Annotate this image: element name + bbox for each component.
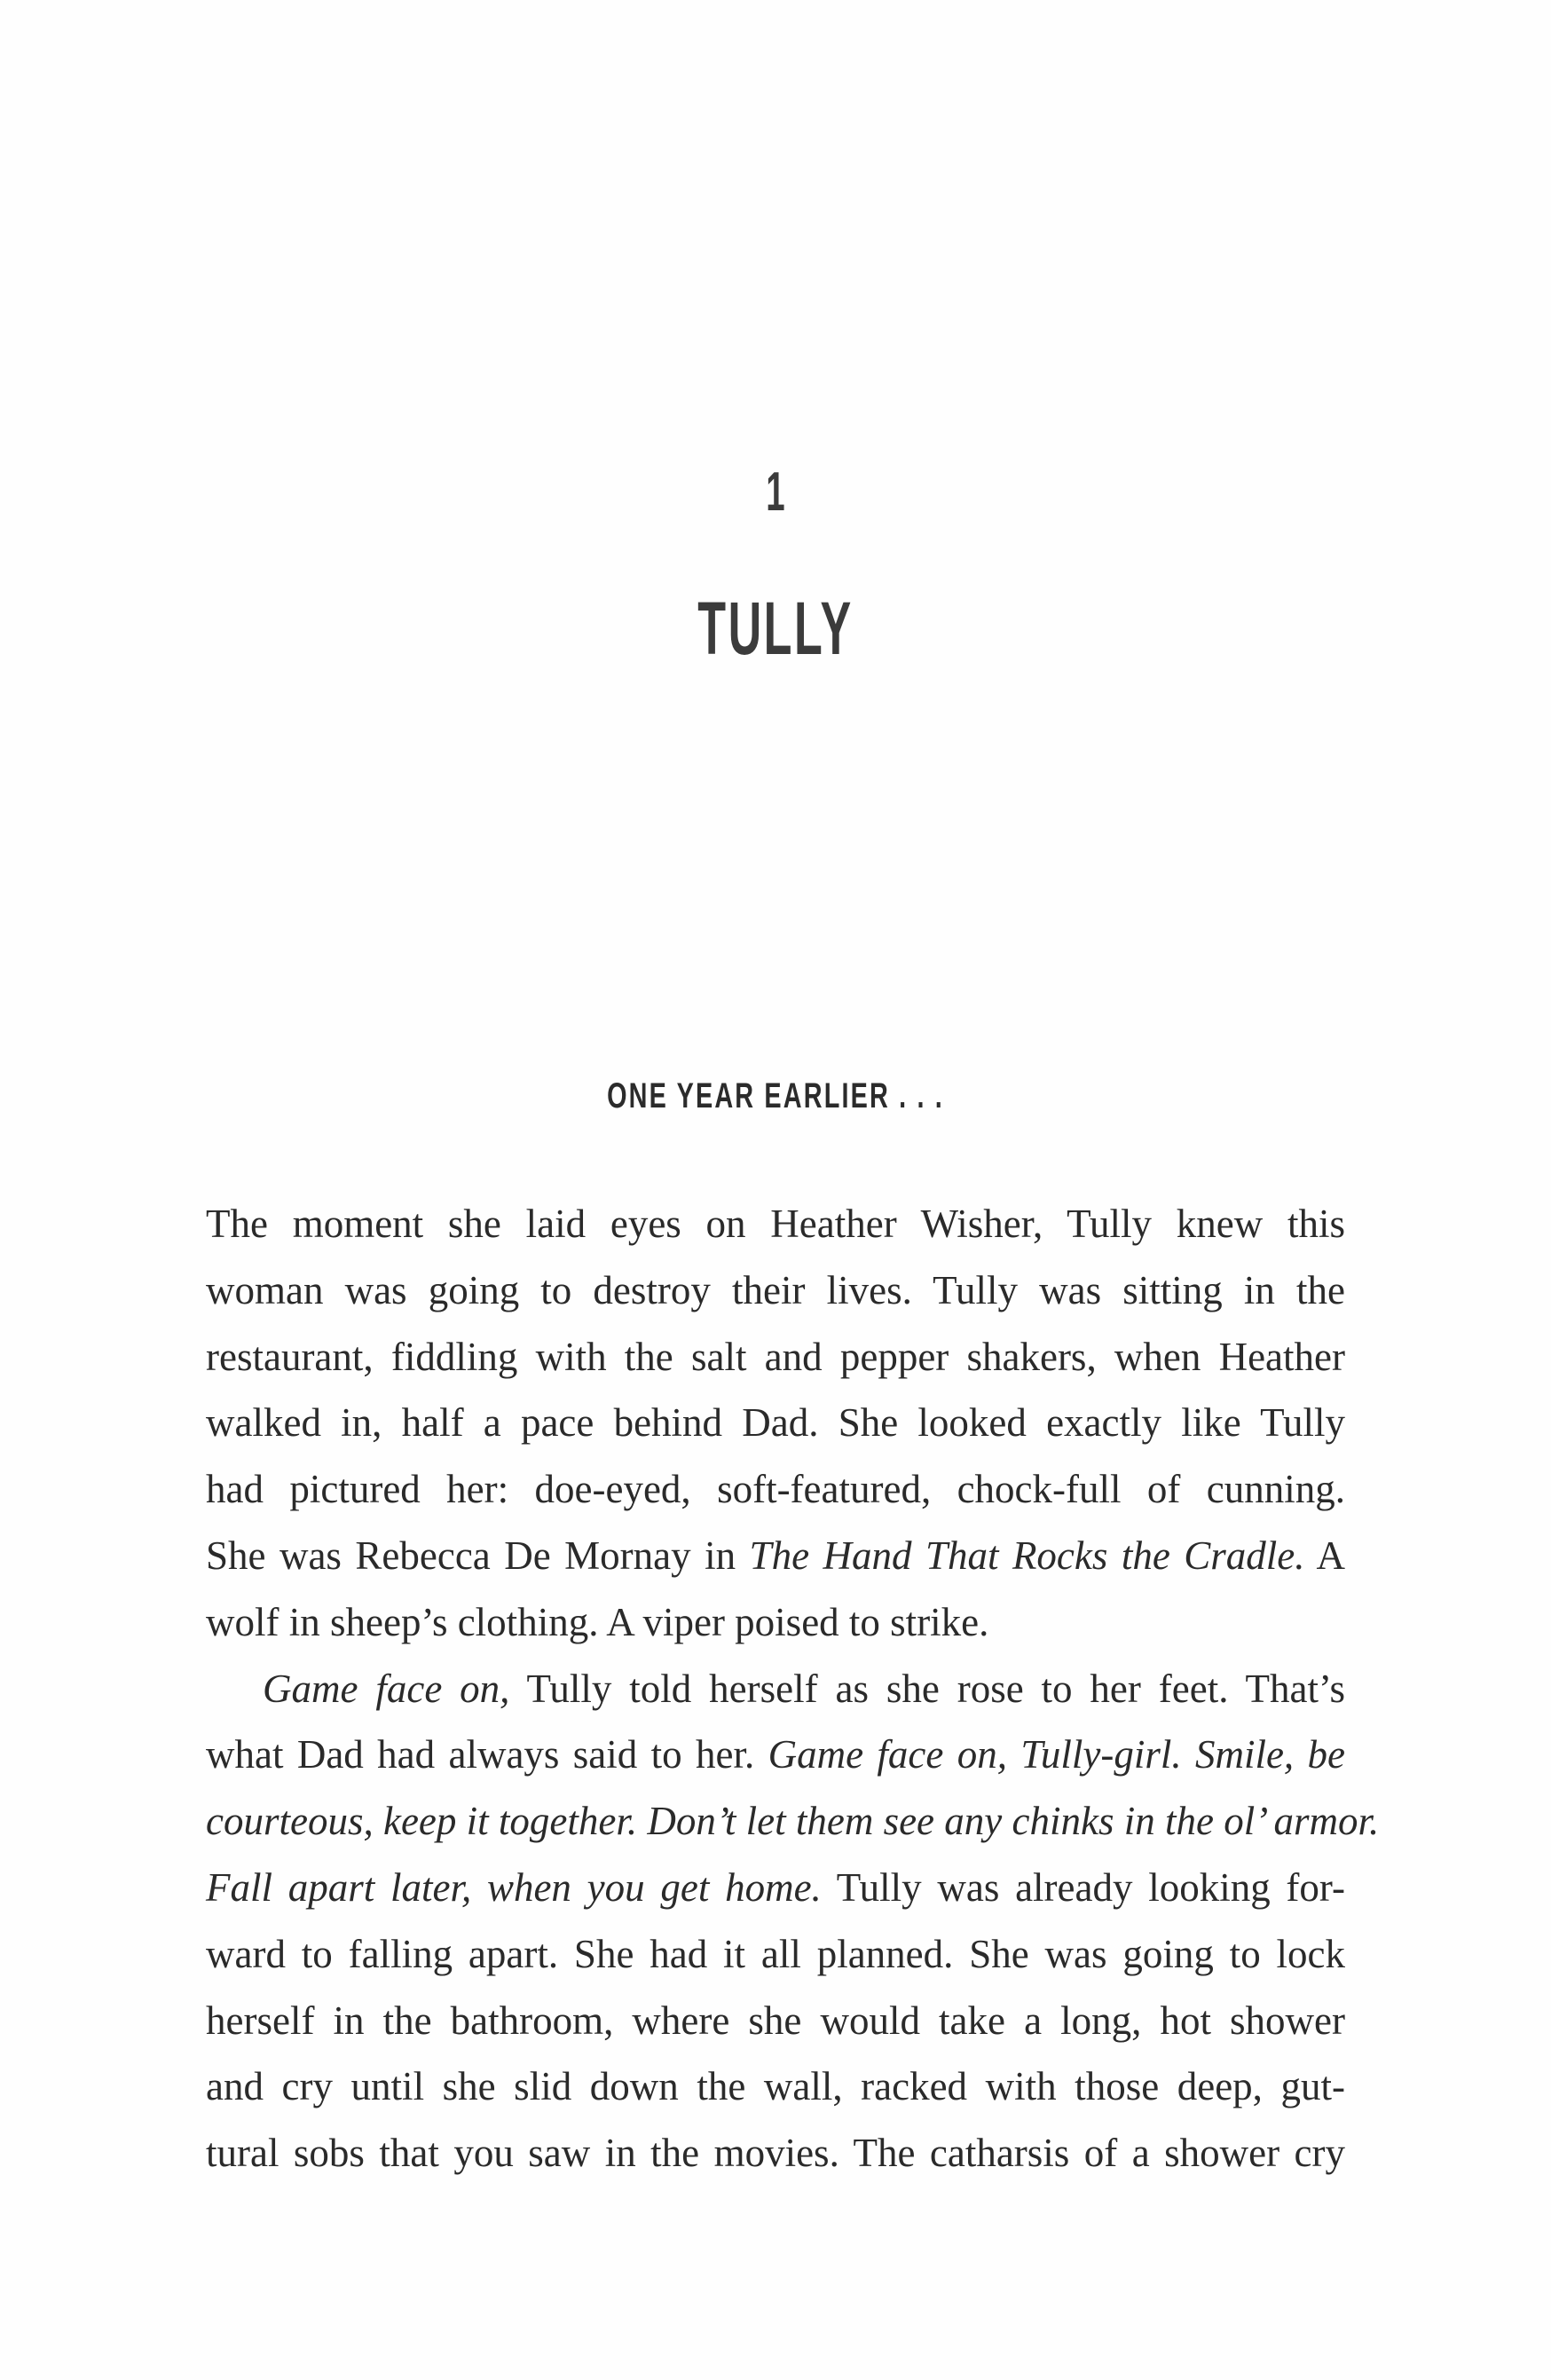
text-run: walked in, half a pace behind Dad. She looked exactly like Tully — [206, 1400, 1345, 1446]
text-line — [206, 1456, 1345, 1523]
text-line — [206, 1788, 1380, 1855]
text-line — [206, 1988, 1345, 2054]
text-run: ward to falling apart. She had it all planned. She was going to lock — [206, 1931, 1345, 1976]
text-run: what Dad had always said to her. — [206, 1732, 768, 1777]
text-run: had pictured her: doe-eyed, soft-featured, chock-full of cunning. — [206, 1467, 1345, 1512]
text-line — [206, 1523, 1345, 1589]
text-line — [206, 1191, 1345, 1257]
text-run: Tully told herself as she rose to her feet. That’s — [509, 1666, 1345, 1711]
italic-text: courteous, keep it together. Don’t let them see any chinks in the ol’ armor. — [206, 1799, 1380, 1844]
section-heading: ONE YEAR EARLIER . . . — [607, 1076, 944, 1115]
text-line — [206, 1921, 1345, 1988]
chapter-title: TULLY — [697, 587, 854, 670]
text-run: Tully was already looking for- — [821, 1864, 1345, 1910]
text-run: wolf in sheep’s clothing. A viper poised to strike. — [206, 1599, 989, 1644]
text-run: restaurant, fiddling with the salt and pepper shakers, when Heather — [206, 1334, 1345, 1379]
text-run: woman was going to destroy their lives. Tully was sitting in the — [206, 1267, 1345, 1312]
italic-text: Fall apart later, when you get home. — [206, 1864, 822, 1910]
text-line — [206, 1656, 1345, 1722]
text-run: She was Rebecca De Mornay in — [206, 1533, 750, 1578]
text-line — [206, 1257, 1345, 1324]
text-line — [206, 2053, 1345, 2120]
text-run: The moment she laid eyes on Heather Wisher, Tully knew this — [206, 1202, 1345, 1246]
text-run: A — [1304, 1533, 1346, 1578]
italic-text: Game face on, Tully-girl. Smile, be — [768, 1732, 1346, 1777]
text-line — [206, 1324, 1345, 1391]
italic-text: The Hand That Rocks the Cradle. — [749, 1533, 1305, 1578]
body-text — [206, 1191, 1380, 2187]
text-line — [206, 1855, 1345, 1921]
text-line — [206, 2120, 1345, 2187]
text-run: and cry until she slid down the wall, racked with those deep, gut- — [206, 2064, 1345, 2109]
text-run: herself in the bathroom, where she would take a long, hot shower — [206, 1998, 1345, 2043]
text-line — [206, 1390, 1345, 1456]
italic-text: Game face on, — [263, 1666, 510, 1711]
text-run: tural sobs that you saw in the movies. The catharsis of a shower cry — [206, 2131, 1345, 2176]
text-line — [206, 1722, 1345, 1788]
chapter-number: 1 — [766, 461, 785, 523]
text-line — [206, 1589, 1345, 1656]
